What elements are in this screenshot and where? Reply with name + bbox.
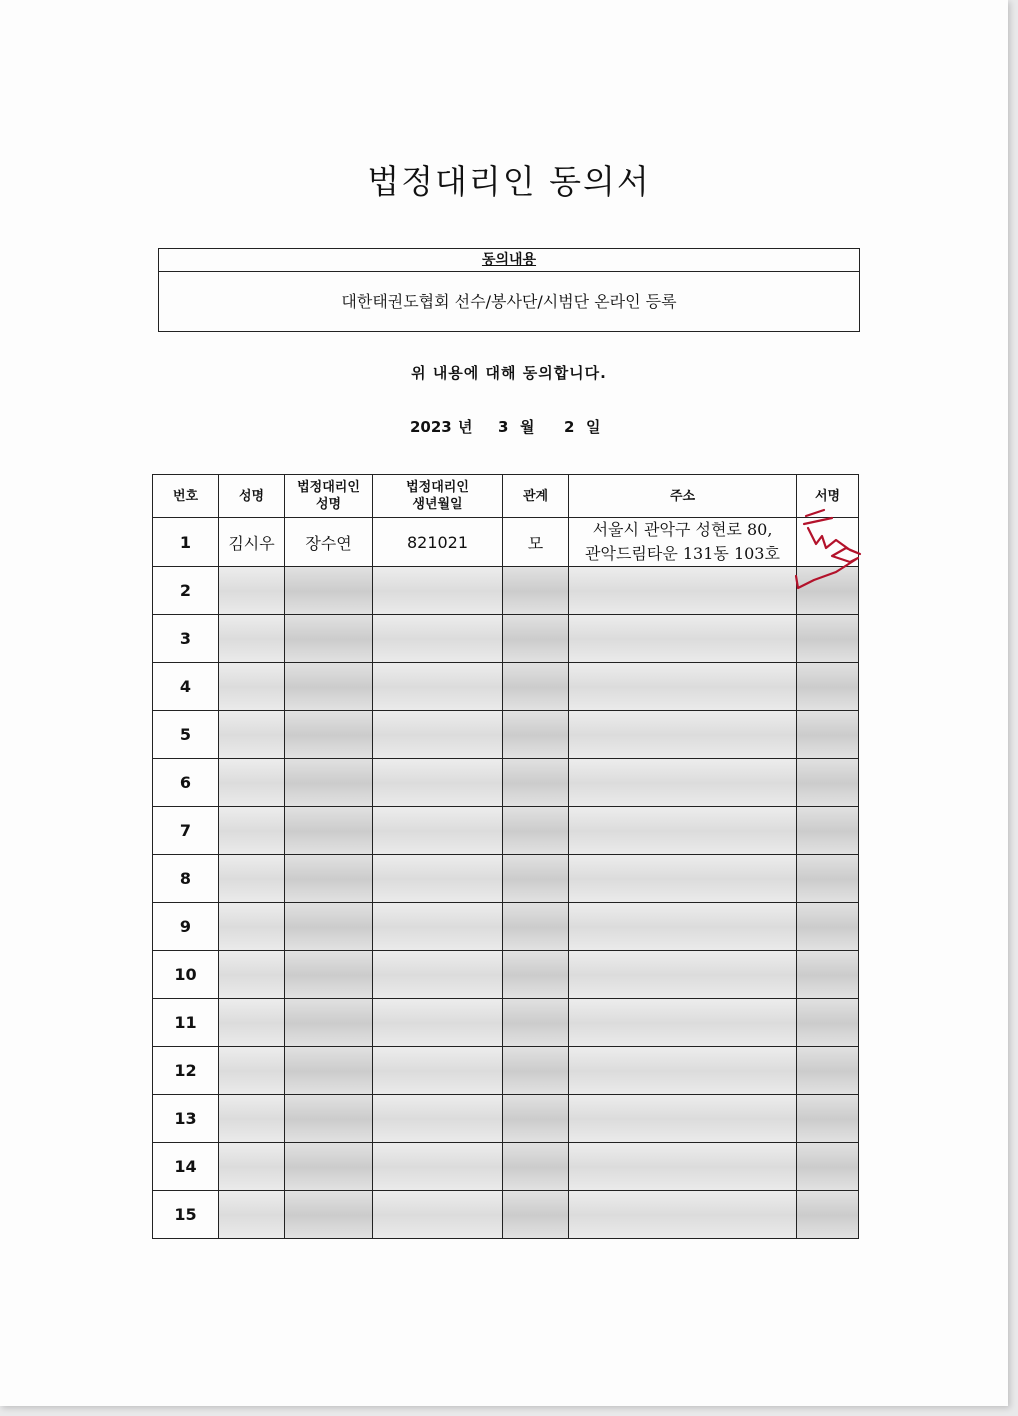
header-guardian-name: [285, 475, 373, 518]
signature-cell: [797, 615, 859, 663]
address: [569, 759, 797, 807]
address: [569, 807, 797, 855]
table-row: [153, 567, 859, 615]
header-no: 번호: [153, 475, 219, 518]
signature-cell: [797, 1143, 859, 1191]
signature-cell: [797, 759, 859, 807]
relation: [503, 1047, 569, 1095]
consent-header-label: 동의내용: [481, 252, 537, 268]
guardian-name: 장수연: [285, 518, 373, 567]
row-no: 4: [153, 663, 219, 711]
student-name: [219, 951, 285, 999]
table-row: [153, 1095, 859, 1143]
student-name: 김시우: [219, 518, 285, 567]
address: [569, 567, 797, 615]
guardian-birthdate: [373, 951, 503, 999]
header-guardian-birth-line2: 생년월일: [412, 497, 463, 512]
guardian-name: [285, 903, 373, 951]
consent-content: 대한태권도협회 선수/봉사단/시범단 온라인 등록: [341, 292, 677, 311]
guardian-birthdate: 821021: [373, 518, 503, 567]
agree-statement: 위 내용에 대해 동의합니다.: [411, 364, 607, 382]
row-no: 2: [153, 567, 219, 615]
date-year: 2023: [410, 418, 452, 436]
guardian-birthdate: [373, 807, 503, 855]
guardian-birthdate: [373, 1095, 503, 1143]
relation: [503, 855, 569, 903]
guardian-name: [285, 567, 373, 615]
table-row: [153, 518, 859, 567]
row-no: 14: [153, 1143, 219, 1191]
student-name: [219, 759, 285, 807]
table-row: [153, 903, 859, 951]
guardian-birthdate: [373, 1191, 503, 1239]
guardian-birthdate: [373, 615, 503, 663]
address: [569, 1143, 797, 1191]
relation: [503, 903, 569, 951]
header-relation: 관계: [503, 475, 569, 518]
header-guardian-name-line2: 성명: [315, 497, 342, 512]
table-row: [153, 999, 859, 1047]
signature-cell: [797, 951, 859, 999]
guardian-birthdate: [373, 567, 503, 615]
guardian-birthdate: [373, 663, 503, 711]
address: [569, 951, 797, 999]
table-row: [153, 615, 859, 663]
student-name: [219, 1143, 285, 1191]
date-day-label: 일: [586, 418, 601, 436]
student-name: [219, 999, 285, 1047]
signature-cell: [797, 855, 859, 903]
row-no: 12: [153, 1047, 219, 1095]
signature-cell: [797, 1047, 859, 1095]
table-row: [153, 711, 859, 759]
guardian-name: [285, 615, 373, 663]
relation: [503, 999, 569, 1047]
consent-box: [158, 248, 860, 332]
table-header-row: [153, 475, 859, 518]
relation: [503, 951, 569, 999]
address: [569, 999, 797, 1047]
consent-header: [159, 249, 859, 272]
address: [569, 855, 797, 903]
guardian-name: [285, 1191, 373, 1239]
student-name: [219, 1095, 285, 1143]
relation: [503, 615, 569, 663]
address: [569, 711, 797, 759]
row-no: 8: [153, 855, 219, 903]
signature-cell: [797, 663, 859, 711]
table-row: [153, 663, 859, 711]
header-guardian-birth: [373, 475, 503, 518]
row-no: 7: [153, 807, 219, 855]
relation: [503, 807, 569, 855]
row-no: 6: [153, 759, 219, 807]
date-month-label: 월: [520, 418, 535, 436]
guardian-birthdate: [373, 711, 503, 759]
guardian-name: [285, 807, 373, 855]
guardian-birthdate: [373, 759, 503, 807]
student-name: [219, 1047, 285, 1095]
guardian-birthdate: [373, 1143, 503, 1191]
relation: [503, 1095, 569, 1143]
relation: 모: [503, 518, 569, 567]
student-name: [219, 711, 285, 759]
page-title: 법정대리인 동의서: [367, 162, 651, 201]
address: [569, 663, 797, 711]
header-address: 주소: [569, 475, 797, 518]
table-row: [153, 807, 859, 855]
student-name: [219, 855, 285, 903]
address-line1: 서울시 관악구 성현로 80,: [592, 520, 773, 539]
row-no: 10: [153, 951, 219, 999]
guardian-birthdate: [373, 999, 503, 1047]
header-name: 성명: [219, 475, 285, 518]
relation: [503, 1191, 569, 1239]
student-name: [219, 567, 285, 615]
guardian-name: [285, 1095, 373, 1143]
relation: [503, 1143, 569, 1191]
row-no: 5: [153, 711, 219, 759]
guardian-birthdate: [373, 1047, 503, 1095]
guardian-name: [285, 1143, 373, 1191]
row-no: 13: [153, 1095, 219, 1143]
address-line2: 관악드림타운 131동 103호: [585, 544, 780, 563]
consent-date: [410, 416, 601, 437]
student-name: [219, 663, 285, 711]
row-no: 3: [153, 615, 219, 663]
relation: [503, 567, 569, 615]
table-row: [153, 1191, 859, 1239]
guardian-name: [285, 951, 373, 999]
row-no: 11: [153, 999, 219, 1047]
signature-cell: [797, 903, 859, 951]
address: [569, 518, 797, 567]
relation: [503, 759, 569, 807]
address: [569, 1047, 797, 1095]
guardian-birthdate: [373, 903, 503, 951]
address: [569, 1095, 797, 1143]
handwritten-signature: [792, 508, 872, 598]
guardian-table: [152, 474, 859, 1239]
signature-cell: [797, 1191, 859, 1239]
relation: [503, 711, 569, 759]
signature-cell: [797, 711, 859, 759]
relation: [503, 663, 569, 711]
address: [569, 1191, 797, 1239]
signature-cell: [797, 807, 859, 855]
row-no: 1: [153, 518, 219, 567]
table-row: [153, 951, 859, 999]
row-no: 9: [153, 903, 219, 951]
row-no: 15: [153, 1191, 219, 1239]
table-row: [153, 1143, 859, 1191]
address: [569, 615, 797, 663]
guardian-name: [285, 711, 373, 759]
guardian-name: [285, 759, 373, 807]
student-name: [219, 1191, 285, 1239]
guardian-name: [285, 999, 373, 1047]
date-month: 3: [498, 418, 509, 436]
header-guardian-name-line1: 법정대리인: [297, 480, 360, 495]
guardian-birthdate: [373, 855, 503, 903]
guardian-name: [285, 1047, 373, 1095]
student-name: [219, 903, 285, 951]
table-row: [153, 855, 859, 903]
table-row: [153, 1047, 859, 1095]
table-row: [153, 759, 859, 807]
header-signature: 서명: [797, 475, 859, 518]
signature-cell: [797, 1095, 859, 1143]
date-year-label: 년: [458, 418, 473, 436]
student-name: [219, 807, 285, 855]
address: [569, 903, 797, 951]
guardian-name: [285, 855, 373, 903]
header-guardian-birth-line1: 법정대리인: [406, 480, 469, 495]
date-day: 2: [564, 418, 575, 436]
signature-cell: [797, 999, 859, 1047]
student-name: [219, 615, 285, 663]
guardian-name: [285, 663, 373, 711]
